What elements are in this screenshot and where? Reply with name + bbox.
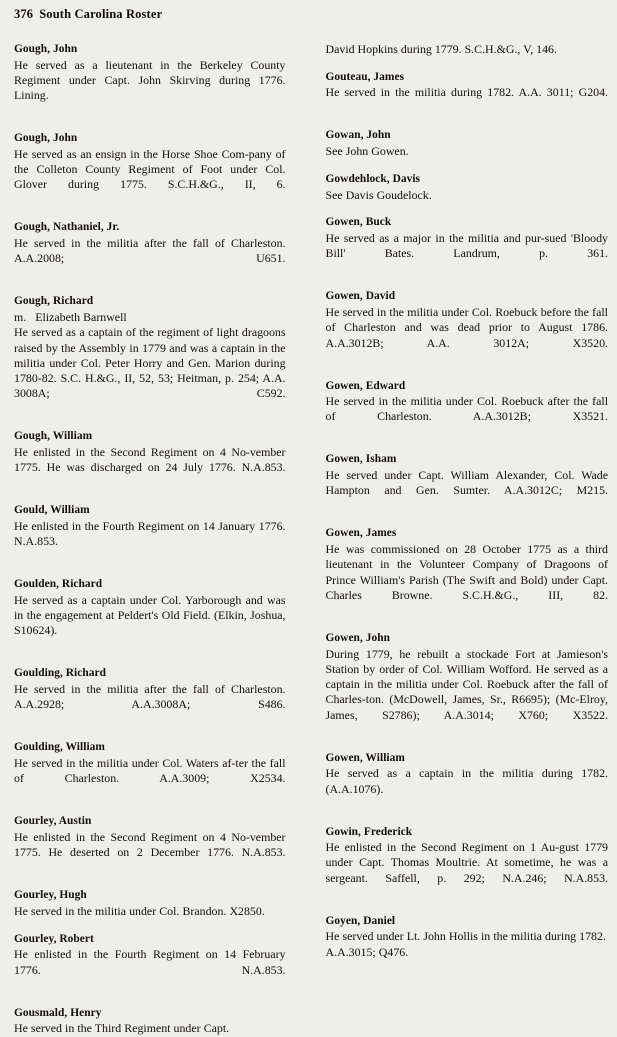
roster-entry (326, 215, 608, 276)
roster-entry (326, 526, 608, 618)
roster-entry (14, 814, 286, 875)
roster-entry (326, 452, 608, 513)
entry-name: Gowen, John (325, 631, 390, 644)
entry-body: He was commissioned on 28 October 1775 as a third lieutenant in the Volunteer Company of Dragoons of Prince William's Parish (The Swift and Bold) under Capt. Charles Browne. S.C.H.&G., III, 82. (325, 542, 608, 602)
entry-body: He served as a captain in the militia during 1782. (A.A.1076). (325, 766, 608, 796)
roster-entry (326, 914, 608, 960)
roster-entry (326, 631, 608, 738)
running-head (14, 6, 608, 22)
entry-name: Gousmald, Henry (14, 1006, 102, 1019)
entry-name: Gough, John (14, 132, 78, 145)
page-number: 376 (14, 7, 34, 21)
entry-name: Goulding, Richard (14, 667, 106, 680)
entry-marriage (14, 310, 286, 325)
entry-name: Gowen, Edward (325, 379, 406, 392)
entry-name: Gourley, Austin (14, 815, 92, 828)
roster-entry (14, 1006, 286, 1037)
entry-body: He enlisted in the Fourth Regiment on 14 February 1776. N.A.853. (14, 947, 286, 977)
entry-name: Gowen, Buck (325, 216, 392, 229)
marriage-label: m. (14, 310, 27, 325)
entry-body: He served in the militia under Col. Waters af-ter the fall of Charleston. A.A.3009; X2534. (14, 756, 286, 786)
entry-body: He enlisted in the Second Regiment on 1 Au-gust 1779 under Capt. Thomas Moultrie. At sometime, he was a sergeant. Saffell, p. 292; N.A.246; N.A.853. (325, 840, 608, 885)
roster-entry (326, 70, 608, 116)
roster-entry (326, 379, 608, 440)
roster-entry (14, 740, 286, 801)
entry-body: See John Gowen. (325, 144, 409, 159)
entry-name: Gough, Nathaniel, Jr. (14, 221, 120, 234)
roster-entry (14, 932, 286, 993)
left-column (14, 42, 286, 1036)
entry-body: He served in the Third Regiment under Capt. (14, 1021, 230, 1036)
roster-entry (14, 131, 286, 208)
entry-name: Gowen, David (325, 290, 396, 303)
entry-name: Gowin, Frederick (325, 825, 413, 838)
entry-name: Gowan, John (325, 129, 391, 142)
roster-entry (14, 42, 286, 119)
roster-entry (14, 503, 286, 564)
book-title: South Carolina Roster (39, 7, 163, 21)
entry-body: He served as a lieutenant in the Berkeley County Regiment under Capt. John Skirving during 1776. Lining. (14, 57, 286, 103)
entry-name: Gough, William (14, 430, 93, 443)
roster-entry (14, 429, 286, 490)
entry-body: During 1779, he rebuilt a stockade Fort at Jamieson's Station by order of Col. William Wofford. He served as a captain in the militia under Col. Roebuck after the fall of Charles-ton. (McDowell, James, Sr., R6695); (Mc-Elroy, James, S2786); A.A.3014; X760; X3522. (325, 646, 608, 722)
entry-body: He served in the militia after the fall of Charleston. A.A.2008; U651. (14, 236, 286, 266)
entry-body: He served in the militia under Col. Roebuck before the fall of Charleston and was dead prior to August 1786. A.A.3012B; A.A. 3012A; X3520. (325, 305, 608, 350)
roster-entry (14, 577, 286, 654)
entry-body: He served as an ensign in the Horse Shoe Com-pany of the Colleton County Regiment of Foot under Col. Glover during 1775. S.C.H.&G., II, 6. (14, 146, 286, 192)
entry-name: Gourley, Robert (14, 932, 94, 945)
entry-name: Gough, John (14, 43, 78, 55)
spouse-name: Elizabeth Barnwell (35, 310, 127, 325)
entry-name: Goyen, Daniel (325, 914, 396, 927)
entry-name: Gowen, Isham (325, 453, 397, 466)
entry-body: He served as a captain under Col. Yarborough and was in the engagement at Peldert's Old Field. (Elkin, Joshua, S10624). (14, 592, 286, 638)
entry-body: He served as a captain of the regiment of light dragoons raised by the Assembly in 1779 and was a captain in the militia under Col. Peter Horry and Gen. Marion during 1780-82. S.C. H.&G., II, 52, 53; Heitman, p. 254; A.A. 3008A; C592. (14, 325, 286, 401)
entry-body: He served in the militia under Col. Roebuck after the fall of Charleston. A.A.3012B; X3521. (325, 394, 608, 424)
roster-entry (14, 888, 286, 919)
right-column (326, 42, 608, 994)
entry-name: Gowen, James (325, 527, 397, 540)
entry-name: Gourley, Hugh (14, 889, 87, 902)
roster-entry (326, 825, 608, 902)
roster-entry (14, 666, 286, 727)
entry-body: He enlisted in the Second Regiment on 4 No-vember 1775. He deserted on 2 December 1776. N.A.853. (14, 829, 286, 860)
entry-body: He served in the militia during 1782. A.A. 3011; G204. (325, 85, 608, 100)
roster-entry (326, 751, 608, 812)
entry-name: Gough, Richard (14, 295, 94, 308)
roster-entry (326, 128, 608, 159)
entry-name: Goulding, William (14, 741, 105, 754)
text-columns (14, 42, 608, 1036)
entry-name: Goulden, Richard (14, 578, 103, 591)
entry-body: He served under Capt. William Alexander, Col. Wade Hampton and Gen. Sumter. A.A.3012C; M215. (325, 468, 608, 498)
entry-body: He enlisted in the Second Regiment on 4 No-vember 1775. He was discharged on 24 July 1776. N.A.853. (14, 444, 286, 475)
roster-entry (326, 289, 608, 366)
entry-body: He enlisted in the Fourth Regiment on 14 January 1776. N.A.853. (14, 518, 286, 549)
entry-body: He served in the militia after the fall of Charleston. A.A.2928; A.A.3008A; S486. (14, 682, 286, 712)
entry-body: See Davis Goudelock. (325, 187, 432, 202)
roster-entry (326, 172, 608, 203)
entry-body: He served under Lt. John Hollis in the militia during 1782. A.A.3015; Q476. (325, 929, 606, 959)
entry-body: He served in the militia under Col. Brandon. X2850. (14, 903, 265, 918)
roster-entry (14, 294, 286, 416)
entry-name: Gowdehlock, Davis (325, 172, 421, 185)
carryover-text: David Hopkins during 1779. S.C.H.&G., V, 146. (325, 42, 557, 56)
entry-name: Gould, William (14, 504, 90, 517)
entry-body: He served as a major in the militia and pur-sued 'Bloody Bill' Bates. Landrum, p. 361. (325, 231, 608, 261)
roster-entry (14, 220, 286, 281)
entry-name: Gouteau, James (325, 70, 405, 83)
entry-name: Gowen, William (325, 751, 405, 764)
